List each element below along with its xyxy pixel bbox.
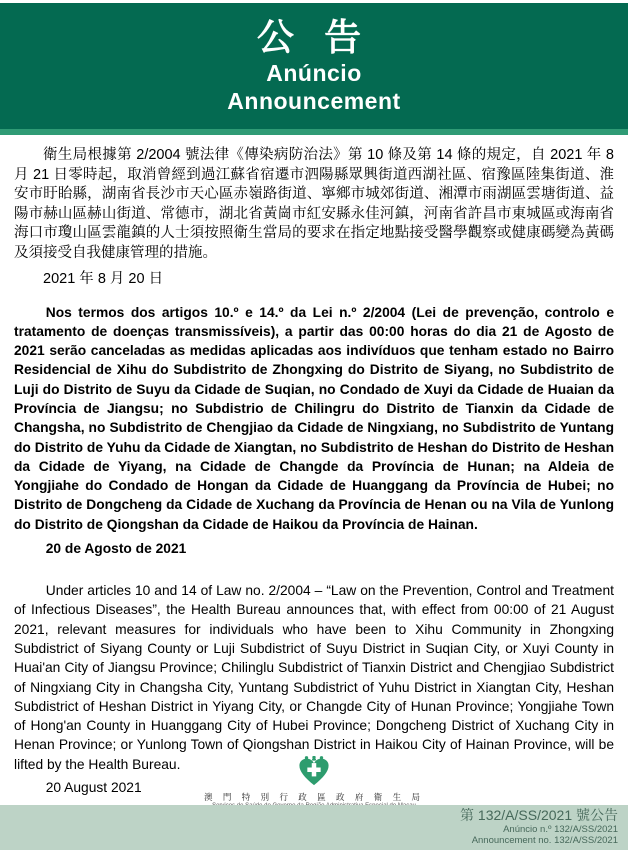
paragraph-english: Under articles 10 and 14 of Law no. 2/2004 – “Law on the Prevention, Control and Treatment of Infectious Diseases”, the Health Bureau announces that, with effect from 00:00 of 21 August 2021, relevant measures for individuals who have been to Xihu Community in Zhongxing Subdistrict of Siyang County or Luji Subdistrict of Suyu District in Suqian City, or Xuyi County in Huai'an City of Jiangsu Province; Chilinglu Subdistrict of Tianxin District and Chengjiao Subdistrict of Ningxiang City in Changsha City, Yuntang Subdistrict of Yuhu District in Xiangtan City, Heshan Subdistrict of Heshan District in Yiyang City, or Changde City of Hunan Province; Yongjiahe Town of Hong'an County in Huanggang City of Hubei Province; Dongcheng District of Xuchang City in Henan Province; or Yunlong Town of Qiongshan District in Haikou City of Hainan Province, will be lifted by the Health Bureau.	[14, 583, 614, 772]
footer-reference-bar	[0, 805, 628, 850]
paragraph-chinese: 衛生局根據第 2/2004 號法律《傳染病防治法》第 10 條及第 14 條的規定，自 2021 年 8 月 21 日零時起，取消曾經到過江蘇省宿遷市泗陽縣眾興街道西湖社區、宿豫區陸集街道、淮安市盱眙縣，湖南省長沙市天心區赤嶺路街道、寧鄉市城郊街道、湘潭市雨湖區雲塘街道、益陽市赫山區赫山街道、常德市，湖北省黃崗市紅安縣永佳河鎮，河南省許昌市東城區或海南省海口市瓊山區雲龍鎮的人士須按照衛生當局的要求在指定地點接受醫學觀察或健康碼變為黃碼及須接受自我健康管理的措施。	[14, 147, 614, 261]
date-chinese: 2021 年 8 月 20 日	[43, 271, 164, 287]
paragraph-portuguese: Nos termos dos artigos 10.º e 14.º da Lei n.º 2/2004 (Lei de prevenção, controlo e tratamento de doenças transmissíveis), a partir das 00:00 horas do dia 21 de Agosto de 2021 serão canceladas as medidas aplicadas aos indivíduos que tenham estado no Bairro Residencial de Xihu do Subdistrito de Zhongxing do Distrito de Siyang, no Subdistrito de Luji do Distrito de Suyu da Cidade de Suqian, no Condado de Xuyi da Cidade de Huaian da Província de Jiangsu; no Subdistrio de Chilingru do Distrito de Tianxin da Cidade de Changsha, no Subdistrito de Chengjiao da Cidade de Ningxiang, no Subdistrito de Yuntang do Distrito de Yuhu da Cidade de Xiangtan, no Subdistrito de Heshan do Distrito de Heshan da Cidade de Yiyang, na Cidade de Changde da Província de Hunan; na Aldeia de Yongjiahe do Condado de Hongan da Cidade de Huanggang da Província de Hubei; no Distrito de Dongcheng da Cidade de Xuchang da Província de Henan ou na Vila de Yunlong do Distrito de Qiongshan da Cidade de Haikou da Província de Hainan.	[14, 304, 614, 532]
announcement-body	[0, 135, 628, 797]
date-english: 20 August 2021	[45, 780, 142, 796]
reference-number-chinese: 第 132/A/SS/2021 號公告	[460, 807, 618, 823]
org-name-chinese: 澳 門 特 別 行 政 區 政 府 衛 生 局	[204, 792, 424, 802]
banner-title-english: Announcement	[227, 88, 401, 114]
banner-title-portuguese: Anúncio	[266, 60, 362, 86]
health-bureau-logo-block	[0, 756, 628, 810]
reference-number-english: Announcement no. 132/A/SS/2021	[471, 835, 618, 846]
reference-number-portuguese: Anúncio n.º 132/A/SS/2021	[503, 824, 618, 835]
header-banner	[0, 3, 628, 135]
banner-title-chinese: 公 告	[256, 17, 372, 58]
date-portuguese: 20 de Agosto de 2021	[45, 541, 187, 557]
health-bureau-heart-cross-icon	[297, 756, 331, 791]
